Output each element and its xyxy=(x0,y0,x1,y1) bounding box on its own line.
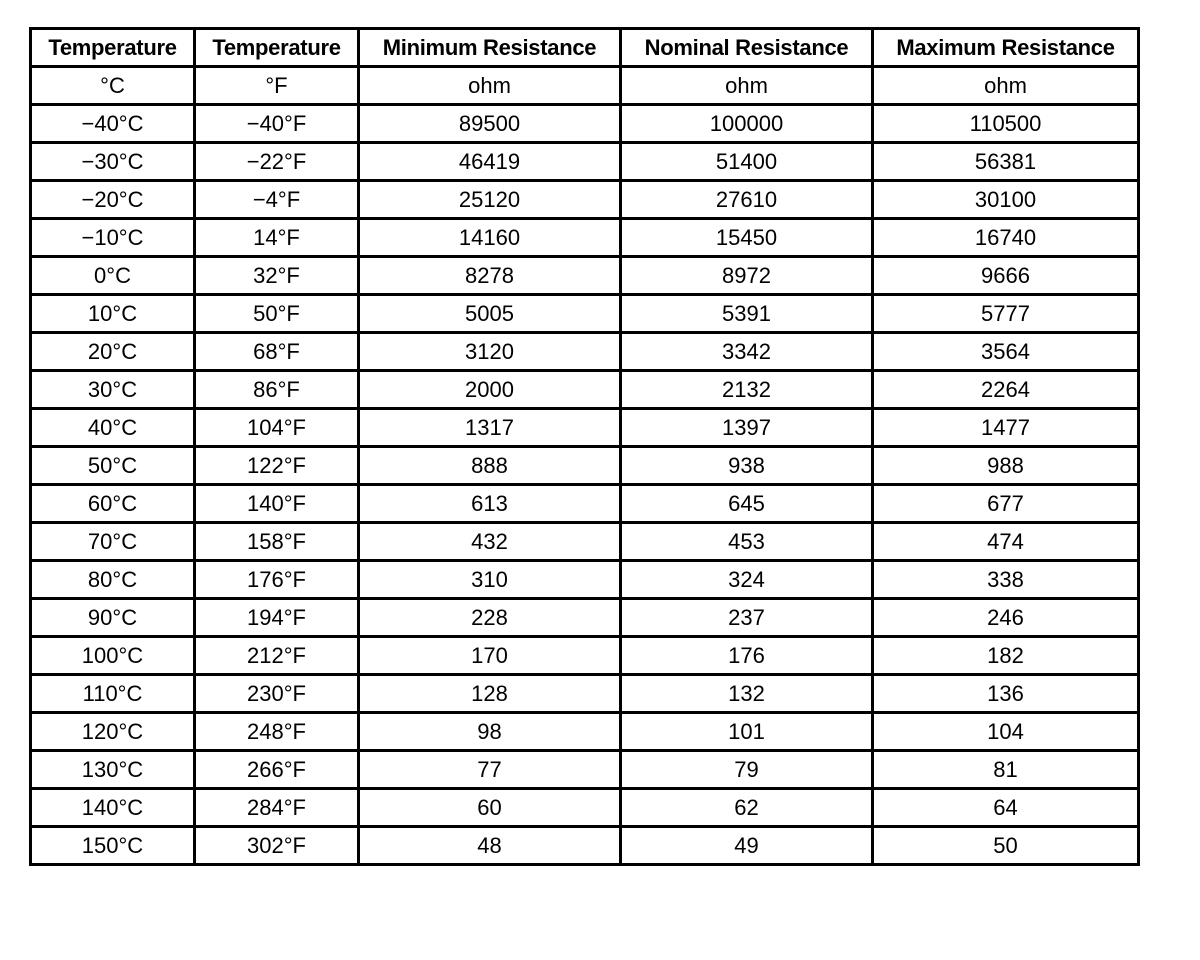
units-row xyxy=(31,67,1139,105)
table-row xyxy=(31,789,1139,827)
cell-max-resistance: 5777 xyxy=(873,295,1139,333)
cell-nominal-resistance: 101 xyxy=(621,713,873,751)
table-row xyxy=(31,561,1139,599)
cell-max-resistance: 104 xyxy=(873,713,1139,751)
table-row xyxy=(31,713,1139,751)
cell-nominal-resistance: 237 xyxy=(621,599,873,637)
cell-nominal-resistance: 15450 xyxy=(621,219,873,257)
cell-max-resistance: 3564 xyxy=(873,333,1139,371)
cell-max-resistance: 182 xyxy=(873,637,1139,675)
header-minimum-resistance: Minimum Resistance xyxy=(359,29,621,67)
table-row xyxy=(31,371,1139,409)
cell-min-resistance: 3120 xyxy=(359,333,621,371)
cell-temp-c: 110°C xyxy=(31,675,195,713)
cell-temp-f: −4°F xyxy=(195,181,359,219)
cell-max-resistance: 1477 xyxy=(873,409,1139,447)
cell-nominal-resistance: 27610 xyxy=(621,181,873,219)
cell-max-resistance: 16740 xyxy=(873,219,1139,257)
cell-max-resistance: 56381 xyxy=(873,143,1139,181)
cell-temp-f: 122°F xyxy=(195,447,359,485)
table-row xyxy=(31,751,1139,789)
header-temperature-c: Temperature xyxy=(31,29,195,67)
table-row xyxy=(31,257,1139,295)
table-row xyxy=(31,333,1139,371)
cell-min-resistance: 310 xyxy=(359,561,621,599)
table-row xyxy=(31,827,1139,865)
table-row xyxy=(31,523,1139,561)
cell-max-resistance: 110500 xyxy=(873,105,1139,143)
cell-temp-f: 248°F xyxy=(195,713,359,751)
cell-min-resistance: 228 xyxy=(359,599,621,637)
cell-max-resistance: 64 xyxy=(873,789,1139,827)
cell-temp-f: 68°F xyxy=(195,333,359,371)
cell-min-resistance: 613 xyxy=(359,485,621,523)
cell-max-resistance: 30100 xyxy=(873,181,1139,219)
resistance-table-container xyxy=(29,27,1140,866)
cell-min-resistance: 14160 xyxy=(359,219,621,257)
cell-temp-f: −40°F xyxy=(195,105,359,143)
cell-temp-f: 302°F xyxy=(195,827,359,865)
unit-ohm-nominal: ohm xyxy=(621,67,873,105)
cell-min-resistance: 2000 xyxy=(359,371,621,409)
cell-max-resistance: 246 xyxy=(873,599,1139,637)
cell-temp-c: 140°C xyxy=(31,789,195,827)
table-row xyxy=(31,447,1139,485)
header-maximum-resistance: Maximum Resistance xyxy=(873,29,1139,67)
cell-min-resistance: 25120 xyxy=(359,181,621,219)
table-row xyxy=(31,143,1139,181)
cell-temp-c: 50°C xyxy=(31,447,195,485)
cell-min-resistance: 1317 xyxy=(359,409,621,447)
cell-min-resistance: 888 xyxy=(359,447,621,485)
cell-temp-c: 40°C xyxy=(31,409,195,447)
cell-temp-c: 60°C xyxy=(31,485,195,523)
cell-nominal-resistance: 51400 xyxy=(621,143,873,181)
cell-nominal-resistance: 176 xyxy=(621,637,873,675)
header-row xyxy=(31,29,1139,67)
cell-temp-f: 230°F xyxy=(195,675,359,713)
cell-temp-c: 90°C xyxy=(31,599,195,637)
cell-nominal-resistance: 79 xyxy=(621,751,873,789)
cell-temp-c: 80°C xyxy=(31,561,195,599)
table-row xyxy=(31,637,1139,675)
cell-min-resistance: 77 xyxy=(359,751,621,789)
cell-min-resistance: 8278 xyxy=(359,257,621,295)
cell-temp-f: −22°F xyxy=(195,143,359,181)
cell-temp-c: 100°C xyxy=(31,637,195,675)
cell-temp-f: 284°F xyxy=(195,789,359,827)
cell-temp-c: −30°C xyxy=(31,143,195,181)
cell-temp-c: 150°C xyxy=(31,827,195,865)
unit-fahrenheit: °F xyxy=(195,67,359,105)
cell-temp-f: 194°F xyxy=(195,599,359,637)
cell-temp-c: −20°C xyxy=(31,181,195,219)
table-row xyxy=(31,409,1139,447)
unit-ohm-max: ohm xyxy=(873,67,1139,105)
table-row xyxy=(31,675,1139,713)
cell-temp-f: 212°F xyxy=(195,637,359,675)
cell-nominal-resistance: 324 xyxy=(621,561,873,599)
cell-min-resistance: 98 xyxy=(359,713,621,751)
cell-nominal-resistance: 453 xyxy=(621,523,873,561)
cell-temp-c: 10°C xyxy=(31,295,195,333)
cell-max-resistance: 474 xyxy=(873,523,1139,561)
cell-nominal-resistance: 8972 xyxy=(621,257,873,295)
cell-min-resistance: 60 xyxy=(359,789,621,827)
header-temperature-f: Temperature xyxy=(195,29,359,67)
cell-temp-f: 50°F xyxy=(195,295,359,333)
cell-temp-f: 32°F xyxy=(195,257,359,295)
cell-nominal-resistance: 49 xyxy=(621,827,873,865)
cell-temp-c: 130°C xyxy=(31,751,195,789)
cell-min-resistance: 5005 xyxy=(359,295,621,333)
cell-temp-f: 86°F xyxy=(195,371,359,409)
cell-max-resistance: 50 xyxy=(873,827,1139,865)
cell-max-resistance: 988 xyxy=(873,447,1139,485)
cell-nominal-resistance: 2132 xyxy=(621,371,873,409)
cell-temp-f: 176°F xyxy=(195,561,359,599)
cell-nominal-resistance: 3342 xyxy=(621,333,873,371)
cell-temp-c: 120°C xyxy=(31,713,195,751)
cell-temp-f: 158°F xyxy=(195,523,359,561)
table-row xyxy=(31,295,1139,333)
cell-max-resistance: 136 xyxy=(873,675,1139,713)
unit-celsius: °C xyxy=(31,67,195,105)
cell-nominal-resistance: 100000 xyxy=(621,105,873,143)
cell-temp-c: 20°C xyxy=(31,333,195,371)
cell-min-resistance: 48 xyxy=(359,827,621,865)
cell-nominal-resistance: 62 xyxy=(621,789,873,827)
cell-max-resistance: 338 xyxy=(873,561,1139,599)
cell-nominal-resistance: 5391 xyxy=(621,295,873,333)
table-row xyxy=(31,219,1139,257)
unit-ohm-min: ohm xyxy=(359,67,621,105)
cell-temp-c: −40°C xyxy=(31,105,195,143)
cell-nominal-resistance: 132 xyxy=(621,675,873,713)
cell-min-resistance: 46419 xyxy=(359,143,621,181)
cell-max-resistance: 2264 xyxy=(873,371,1139,409)
table-body xyxy=(31,105,1139,865)
cell-max-resistance: 81 xyxy=(873,751,1139,789)
cell-nominal-resistance: 645 xyxy=(621,485,873,523)
cell-nominal-resistance: 1397 xyxy=(621,409,873,447)
resistance-table xyxy=(29,27,1140,866)
header-nominal-resistance: Nominal Resistance xyxy=(621,29,873,67)
cell-temp-f: 266°F xyxy=(195,751,359,789)
cell-min-resistance: 89500 xyxy=(359,105,621,143)
cell-temp-f: 104°F xyxy=(195,409,359,447)
cell-max-resistance: 9666 xyxy=(873,257,1139,295)
cell-min-resistance: 128 xyxy=(359,675,621,713)
cell-temp-f: 140°F xyxy=(195,485,359,523)
cell-min-resistance: 170 xyxy=(359,637,621,675)
cell-temp-c: −10°C xyxy=(31,219,195,257)
table-row xyxy=(31,599,1139,637)
cell-temp-c: 30°C xyxy=(31,371,195,409)
cell-min-resistance: 432 xyxy=(359,523,621,561)
table-row xyxy=(31,105,1139,143)
table-row xyxy=(31,485,1139,523)
cell-temp-f: 14°F xyxy=(195,219,359,257)
table-row xyxy=(31,181,1139,219)
cell-temp-c: 0°C xyxy=(31,257,195,295)
cell-nominal-resistance: 938 xyxy=(621,447,873,485)
cell-temp-c: 70°C xyxy=(31,523,195,561)
cell-max-resistance: 677 xyxy=(873,485,1139,523)
